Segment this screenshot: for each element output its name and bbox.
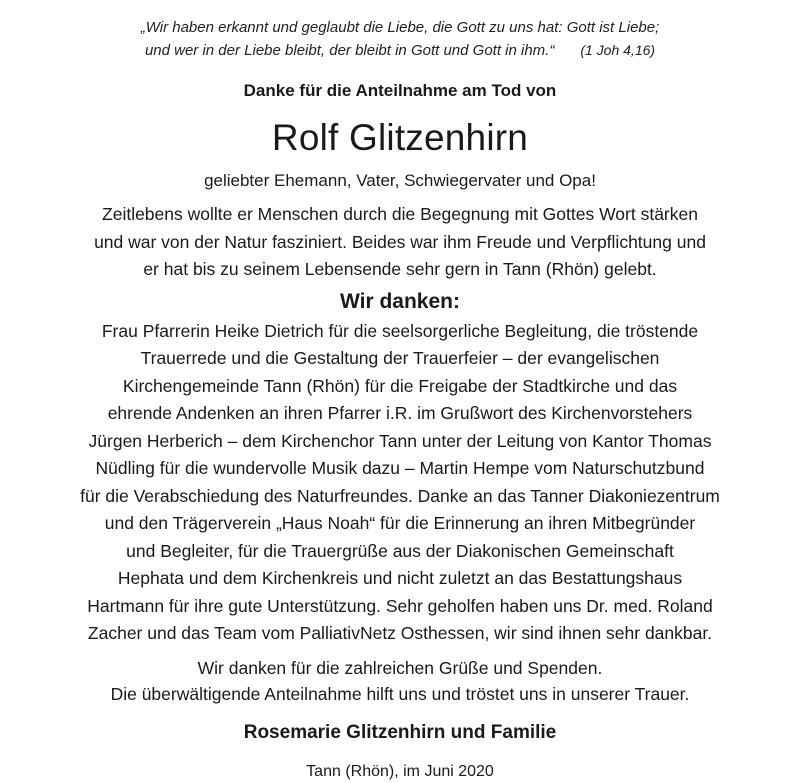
thanks-intro: Danke für die Anteilnahme am Tod von bbox=[243, 81, 557, 100]
thanks-line: Jürgen Herberich – dem Kirchenchor Tann unter der Leitung von Kantor Thomas bbox=[88, 430, 712, 451]
closing-line: Wir danken für die zahlreichen Grüße und Spenden. bbox=[197, 657, 603, 678]
life-line: Zeitlebens wollte er Menschen durch die Begegnung mit Gottes Wort stärken bbox=[102, 204, 698, 224]
bible-verse-line-1: „Wir haben erkannt und geglaubt die Liebe, die Gott zu uns hat: Gott ist Liebe; bbox=[140, 19, 660, 36]
bible-verse bbox=[0, 0, 800, 62]
thanks-line: Trauerrede und die Gestaltung der Trauerfeier – der evangelischen bbox=[140, 348, 660, 368]
place-date: Tann (Rhön), im Juni 2020 bbox=[306, 762, 494, 780]
bible-reference: (1 Joh 4,16) bbox=[580, 42, 656, 58]
thanks-line: ehrende Andenken an ihren Pfarrer i.R. im Grußwort des Kirchenvorstehers bbox=[107, 403, 693, 423]
thanks-heading: Wir danken: bbox=[340, 289, 460, 313]
thanks-line: Kirchengemeinde Tann (Rhön) für die Freigabe der Stadtkirche und das bbox=[122, 375, 678, 396]
deceased-description: geliebter Ehemann, Vater, Schwiegervater und Opa! bbox=[204, 171, 596, 190]
family-signature: Rosemarie Glitzenhirn und Familie bbox=[243, 721, 557, 743]
life-paragraph bbox=[28, 201, 772, 284]
thanks-line: und Begleiter, für die Trauergrüße aus der Diakonischen Gemeinschaft bbox=[126, 540, 674, 561]
thanks-line: und den Trägerverein „Haus Noah“ für die Erinnerung an ihren Mitbegründer bbox=[104, 513, 696, 533]
closing-paragraph bbox=[28, 655, 772, 707]
thanks-line: Nüdling für die wundervolle Musik dazu – Martin Hempe vom Naturschutzbund bbox=[95, 458, 705, 478]
bible-verse-line-2-text: und wer in der Liebe bleibt, der bleibt in Gott und Gott in ihm.“ bbox=[144, 42, 555, 59]
thanks-line: Hartmann für ihre gute Unterstützung. Sehr geholfen haben uns Dr. med. Roland bbox=[87, 595, 713, 616]
thanks-line: für die Verabschiedung des Naturfreundes. Danke an das Tanner Diakoniezentrum bbox=[80, 485, 720, 506]
life-line: er hat bis zu seinem Lebensende sehr gern in Tann (Rhön) gelebt. bbox=[143, 259, 657, 279]
deceased-name: Rolf Glitzenhirn bbox=[271, 117, 529, 158]
thanks-line: Hephata und dem Kirchenkreis und nicht zuletzt an das Bestattungshaus bbox=[117, 568, 683, 588]
life-line: und war von der Natur fasziniert. Beides war ihm Freude und Verpflichtung und bbox=[94, 231, 706, 252]
thanks-line: Zacher und das Team vom PalliativNetz Osthessen, wir sind ihnen sehr dankbar. bbox=[87, 623, 713, 643]
closing-line: Die überwältigende Anteilnahme hilft uns und tröstet uns in unserer Trauer. bbox=[110, 683, 690, 704]
thanks-line: Frau Pfarrerin Heike Dietrich für die seelsorgerliche Begleitung, die tröstende bbox=[101, 320, 699, 341]
bible-verse-line-2 bbox=[0, 39, 800, 62]
thanks-paragraph bbox=[28, 318, 772, 648]
